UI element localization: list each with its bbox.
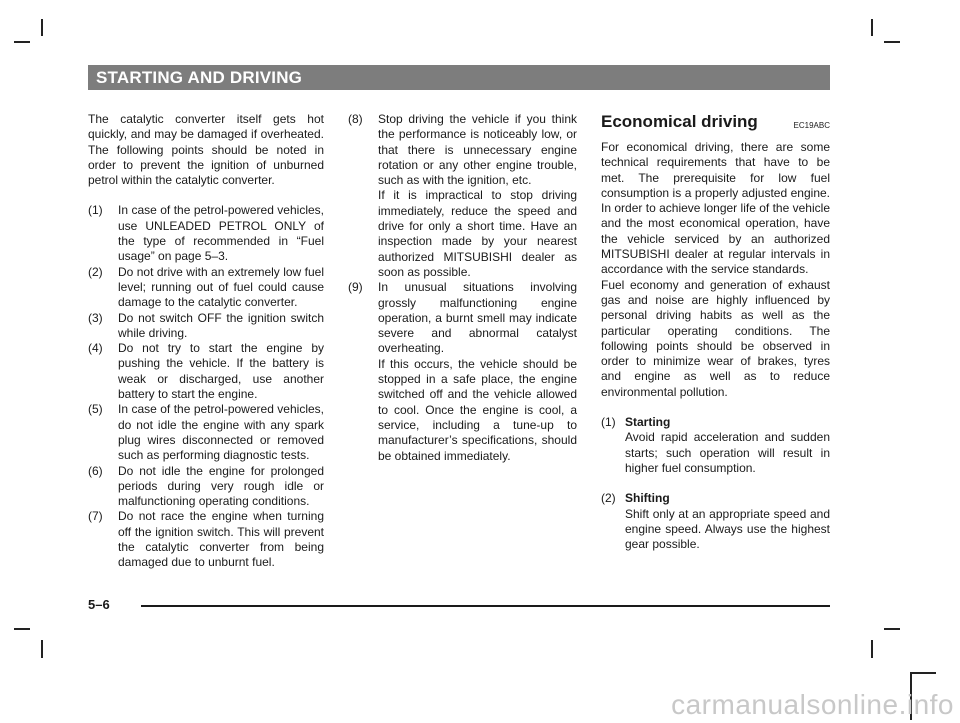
tip-item [601,415,830,476]
crop-mark [871,19,873,36]
section-title: Economical driving [601,112,758,131]
list-item [88,203,324,264]
column-middle [348,112,577,464]
crop-mark [884,628,900,630]
column-right [601,112,830,552]
section-code: EC19ABC [793,121,830,130]
item-text: Do not try to start the engine by pushing the vehicle. If the battery is weak or discharged, use another battery to start the engine. [118,341,324,402]
paragraph: For economical driving, there are some technical requirements that have to be met. The prerequisite for low fuel consumption is a properly adjusted engine. In order to achieve longer life of the vehicle and the most economical operation, have the vehicle serviced by an authorized MITSUBISHI dealer at regular intervals in accordance with the service standards. [601,140,830,277]
crop-mark [14,628,30,630]
item-text: In case of the petrol-powered vehicles, use UNLEADED PETROL ONLY of the type of recommended in “Fuel usage” on page 5–3. [118,203,324,264]
list-item [348,112,577,280]
crop-mark [41,19,43,36]
item-number: (2) [88,264,103,279]
list-item [88,265,324,311]
precaution-list [88,203,324,570]
tip-heading: Shifting [625,491,670,506]
crop-mark [884,41,900,43]
item-text: In case of the petrol-powered vehicles, do not idle the engine with any spark plug wires disconnected or removed such as performing diagnostic tests. [118,402,324,463]
item-number: (9) [348,280,363,295]
tip-heading: Starting [625,415,671,430]
intro-paragraph: The catalytic converter itself gets hot quickly, and may be damaged if overheated. The following points should be noted in order to prevent the ignition of unburned petrol within the catalytic converter. [88,112,324,188]
page-number: 5–6 [88,597,110,612]
item-text: Do not switch OFF the ignition switch while driving. [118,310,324,340]
item-number: (7) [88,509,103,524]
tip-text: Avoid rapid acceleration and sudden starts; such operation will result in higher fuel consumption. [625,430,830,475]
list-item [88,341,324,402]
item-text: Do not race the engine when turning off the ignition switch. This will prevent the catalytic converter from being damaged due to unburnt fuel. [118,509,324,570]
item-text: Do not idle the engine for prolonged periods during very rough idle or malfunctioning operating conditions. [118,463,324,509]
tip-number: (2) [601,491,616,506]
precaution-list-continued [348,112,577,464]
item-number: (4) [88,341,103,356]
item-number: (5) [88,402,103,417]
list-item [88,311,324,342]
section-title-row [601,112,830,132]
list-item [88,464,324,510]
paragraph: Fuel economy and generation of exhaust gas and noise are highly influenced by personal driving habits as well as the particular operating conditions. The following points should be observed in order to minimize wear of brakes, tyres and engine as well as to reduce environmental pollution. [601,277,830,399]
crop-mark [14,41,30,43]
watermark: carmanualsonline.info [671,689,954,720]
crop-mark [871,640,873,658]
item-number: (6) [88,463,103,478]
section-header: STARTING AND DRIVING [88,65,830,90]
tip-text: Shift only at an appropriate speed and engine speed. Always use the highest gear possible. [625,506,830,552]
crop-mark [910,672,936,674]
list-item [88,402,324,463]
list-item [348,280,577,464]
item-text: Stop driving the vehicle if you think the performance is noticeably low, or that there is unnecessary engine rotation or any other engine trouble, such as with the ignition, etc. [378,112,577,188]
crop-mark [41,640,43,658]
list-item [88,509,324,570]
item-text: Do not drive with an extremely low fuel level; running out of fuel could cause damage to the catalytic converter. [118,264,324,310]
item-number: (1) [88,203,103,218]
item-text-continued: If this occurs, the vehicle should be stopped in a safe place, the engine switched off and the vehicle allowed to cool. Once the engine is cool, a service, including a tune-up to manufacturer’s specifications, should be obtained immediately. [378,356,577,463]
item-text-continued: If it is impractical to stop driving immediately, reduce the speed and drive for only a short time. Have an inspection made by your nearest authorized MITSUBISHI dealer as soon as possible. [378,188,577,279]
tip-number: (1) [601,415,616,430]
column-left [88,112,324,571]
item-number: (3) [88,310,103,325]
item-text: In unusual situations involving grossly malfunctioning engine operation, a burnt smell may indicate severe and abnormal catalyst overheating. [378,280,577,356]
item-number: (8) [348,112,363,126]
footer-rule [141,605,830,607]
tip-item [601,491,830,552]
